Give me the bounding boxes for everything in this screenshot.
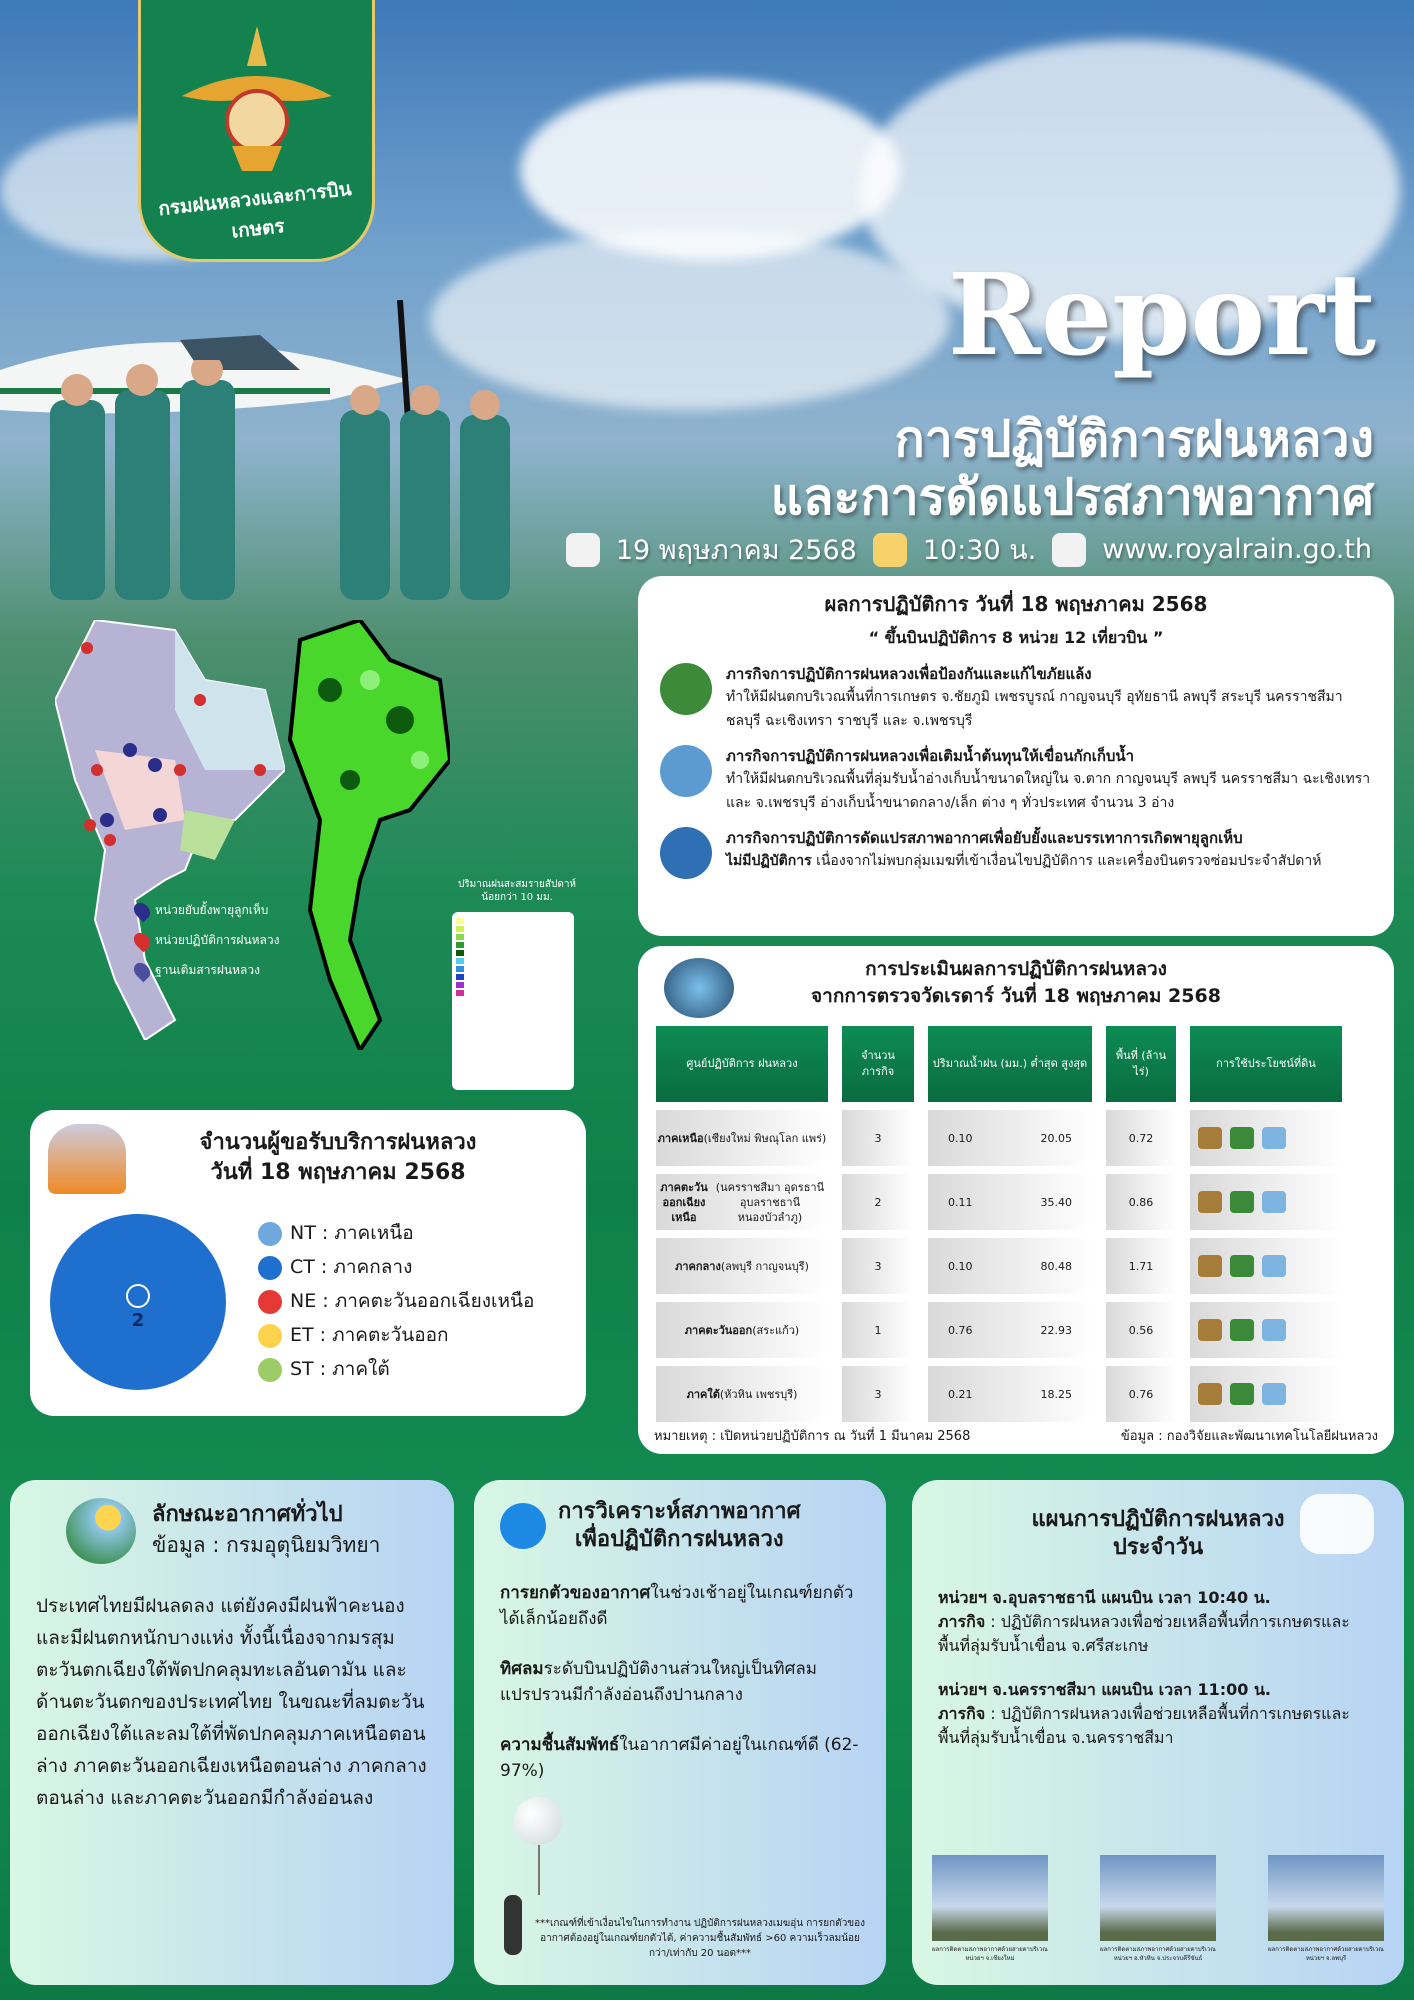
refuel-base-marker-icon bbox=[131, 959, 154, 982]
rain-max: 22.93 bbox=[1040, 1323, 1072, 1337]
evaluation-title-line-2: จากการตรวจวัดเรดาร์ วันที่ 18 พฤษภาคม 2568 bbox=[811, 985, 1221, 1007]
analysis-item bbox=[500, 1656, 860, 1708]
table-cell bbox=[656, 1366, 828, 1422]
rainfall-map bbox=[280, 620, 450, 1050]
table-cell bbox=[842, 1366, 914, 1422]
mission-title: ภารกิจการปฏิบัติการดัดแปรสภาพอากาศเพื่อยับยั้งและบรรเทาการเกิดพายุลูกเห็บ bbox=[726, 829, 1243, 847]
mission-text: ทำให้มีฝนตกบริเวณพื้นที่ลุ่มรับน้ำอ่างเก็บน้ำขนาดใหญ่ใน จ.ตาก กาญจนบุรี ลพบุรี นครราชสีมา ฉะเชิงเทรา และ จ.เพชรบุรี อ่างเก็บน้ำขนาดกลาง/เล็ก ต่าง ๆ ทั่วประเทศ จำนวน 3 อ่าง bbox=[726, 771, 1371, 811]
farmland-icon bbox=[1198, 1319, 1222, 1341]
table-cell bbox=[656, 1174, 828, 1230]
sky-photo-image bbox=[932, 1855, 1048, 1941]
weather-source: ข้อมูล : กรมอุตุนิยมวิทยา bbox=[152, 1532, 381, 1557]
water-icon bbox=[1262, 1255, 1286, 1277]
reservoir-icon bbox=[660, 745, 712, 797]
legend-item bbox=[258, 1250, 534, 1284]
table-cell bbox=[1106, 1110, 1176, 1166]
evaluation-title-line-1: การประเมินผลการปฏิบัติการฝนหลวง bbox=[865, 958, 1167, 980]
globe-weather-icon bbox=[66, 1498, 136, 1564]
mission-title: ภารกิจการปฏิบัติการฝนหลวงเพื่อป้องกันและแก้ไขภัยแล้ง bbox=[726, 665, 1092, 683]
mission-count: 1 bbox=[874, 1323, 882, 1337]
plan-item bbox=[938, 1678, 1378, 1750]
org-logo bbox=[138, 0, 375, 262]
rain-max: 80.48 bbox=[1040, 1259, 1072, 1273]
weather-card bbox=[10, 1480, 454, 1985]
table-row bbox=[656, 1302, 1386, 1358]
analysis-item-label: ความชื้นสัมพัทธ์ bbox=[500, 1735, 620, 1755]
mission-count: 3 bbox=[874, 1259, 882, 1273]
report-time: 10:30 น. bbox=[922, 535, 1037, 566]
farmland-icon bbox=[1198, 1383, 1222, 1405]
region-name: ภาคเหนือ bbox=[657, 1131, 704, 1145]
region-name: ภาคตะวันออกเฉียงเหนือ bbox=[660, 1180, 708, 1224]
legend-item bbox=[258, 1318, 534, 1352]
region-detail: (ลพบุรี กาญจนบุรี) bbox=[720, 1259, 809, 1273]
table-row bbox=[656, 1174, 1386, 1230]
table-cell bbox=[1190, 1238, 1342, 1294]
analysis-item-text: ระดับบินปฏิบัติงานส่วนใหญ่เป็นทิศลมแปรปรวนมีกำลังอ่อนถึงปานกลาง bbox=[500, 1659, 818, 1705]
marker-label: หน่วยยับยั้งพายุลูกเห็บ bbox=[155, 903, 269, 917]
photo-caption: ผลการติดตามสภาพอากาศด้วยสายตาบริเวณหน่วยฯ จ.เชียงใหม่ bbox=[932, 1946, 1048, 1962]
photo-caption: ผลการติดตามสภาพอากาศด้วยสายตาบริเวณหน่วยฯ อ.หัวหิน จ.ประจวบคีรีขันธ์ bbox=[1100, 1946, 1216, 1962]
operations-title: ผลการปฏิบัติการ วันที่ 18 พฤษภาคม 2568 bbox=[824, 592, 1208, 616]
operations-panel bbox=[638, 576, 1394, 936]
mission-item bbox=[660, 827, 1372, 879]
legend-label: CT : ภาคกลาง bbox=[290, 1256, 413, 1278]
website-link[interactable]: www.royalrain.go.th bbox=[1102, 534, 1372, 565]
analysis-item-label: ทิศลม bbox=[500, 1659, 544, 1679]
plan-text: : ปฏิบัติการฝนหลวงเพื่อช่วยเหลือพื้นที่การเกษตรและพื้นที่ลุ่มรับน้ำเขื่อน จ.ศรีสะเกษ bbox=[938, 1612, 1350, 1655]
rain-area: 0.72 bbox=[1128, 1131, 1154, 1145]
analysis-item bbox=[500, 1732, 860, 1784]
requests-title-line-1: จำนวนผู้ขอรับบริการฝนหลวง bbox=[199, 1130, 477, 1155]
sky-photo bbox=[1100, 1855, 1216, 1963]
analysis-card bbox=[474, 1480, 886, 1985]
hail-icon bbox=[660, 827, 712, 879]
evaluation-title bbox=[654, 956, 1378, 1010]
operations-subtitle: “ ขึ้นบินปฏิบัติการ 8 หน่วย 12 เที่ยวบิน ” bbox=[868, 628, 1164, 647]
table-cell bbox=[928, 1302, 1092, 1358]
rain-area: 1.71 bbox=[1128, 1259, 1154, 1273]
clock-icon bbox=[873, 533, 907, 567]
table-cell bbox=[1190, 1174, 1342, 1230]
crew-illustration bbox=[40, 360, 540, 620]
legend-label: ET : ภาคตะวันออก bbox=[290, 1324, 449, 1346]
legend-dot bbox=[258, 1358, 282, 1382]
title-line-2: และการดัดแปรสภาพอากาศ bbox=[770, 467, 1374, 526]
mission-title: ภารกิจการปฏิบัติการฝนหลวงเพื่อเติมน้ำต้นทุนให้เขื่อนกักเก็บน้ำ bbox=[726, 747, 1135, 765]
plan-unit: หน่วยฯ จ.นครราชสีมา แผนบิน เวลา 11:00 น. bbox=[938, 1680, 1272, 1699]
forest-icon bbox=[1230, 1255, 1254, 1277]
farmland-icon bbox=[1198, 1191, 1222, 1213]
rain-area: 0.86 bbox=[1128, 1195, 1154, 1209]
header-cell: ปริมาณน้ำฝน (มม.) ต่ำสุด สูงสุด bbox=[928, 1026, 1092, 1102]
requests-title bbox=[108, 1128, 568, 1188]
evaluation-footer bbox=[654, 1425, 1378, 1446]
rain-area: 0.56 bbox=[1128, 1323, 1154, 1337]
table-row bbox=[656, 1238, 1386, 1294]
region-name: ภาคกลาง bbox=[675, 1259, 721, 1273]
forest-icon bbox=[1230, 1319, 1254, 1341]
rain-caption: ปริมาณฝนสะสมรายสัปดาห์ น้อยกว่า 10 มม. bbox=[457, 879, 577, 903]
drought-icon bbox=[660, 663, 712, 715]
rain-legend bbox=[452, 912, 574, 1090]
plan-mission-label: ภารกิจ bbox=[938, 1704, 986, 1723]
weather-text: ประเทศไทยมีฝนลดลง แต่ยังคงมีฝนฟ้าคะนอง และมีฝนตกหนักบางแห่ง ทั้งนี้เนื่องจากมรสุมตะวันตกเฉียงใต้พัดปกคลุมทะเลอันดามัน และด้านตะวันตกของประเทศไทย ในขณะที่ลมตะวันออกเฉียงใต้และลมใต้ที่พัดปกคลุมภาคเหนือตอนล่าง ภาคตะวันออกเฉียงเหนือตอนล่าง ภาคกลางตอนล่าง และภาคตะวันออกมีกำลังอ่อนลง bbox=[36, 1595, 427, 1809]
table-cell bbox=[1106, 1366, 1176, 1422]
weather-title: ลักษณะอากาศทั่วไป bbox=[152, 1501, 343, 1527]
table-row bbox=[656, 1366, 1386, 1422]
analysis-body bbox=[500, 1580, 860, 1784]
farmland-icon bbox=[1198, 1255, 1222, 1277]
plan-mission-label: ภารกิจ bbox=[938, 1612, 986, 1631]
page-title bbox=[771, 410, 1374, 526]
marker-label: ฐานเติมสารฝนหลวง bbox=[155, 963, 260, 977]
table-cell bbox=[1106, 1238, 1176, 1294]
rain-min: 0.10 bbox=[948, 1259, 973, 1273]
water-icon bbox=[1262, 1191, 1286, 1213]
mission-text: เนื่องจากไม่พบกลุ่มเมฆที่เข้าเงื่อนไขปฏิบัติการ และเครื่องบินตรวจซ่อมประจำสัปดาห์ bbox=[816, 853, 1322, 869]
table-header bbox=[656, 1026, 1386, 1102]
plan-title-line-2: ประจำวัน bbox=[1112, 1535, 1204, 1560]
water-icon bbox=[1262, 1319, 1286, 1341]
region-name: ภาคตะวันออก bbox=[684, 1323, 753, 1337]
sky-photo bbox=[932, 1855, 1048, 1963]
report-meta bbox=[566, 528, 1372, 571]
table-cell bbox=[842, 1174, 914, 1230]
cloud-analysis-icon bbox=[500, 1503, 546, 1549]
forest-icon bbox=[1230, 1383, 1254, 1405]
header-cell: การใช้ประโยชน์ที่ดิน bbox=[1190, 1026, 1342, 1102]
table-cell bbox=[1190, 1366, 1342, 1422]
sky-photo bbox=[1268, 1855, 1384, 1963]
legend-dot bbox=[258, 1324, 282, 1348]
table-row bbox=[656, 1110, 1386, 1166]
mission-item bbox=[660, 745, 1372, 815]
table-cell bbox=[1106, 1302, 1176, 1358]
rain-min: 0.21 bbox=[948, 1387, 973, 1401]
mission-count: 3 bbox=[874, 1387, 882, 1401]
plan-title-line-1: แผนการปฏิบัติการฝนหลวง bbox=[1031, 1507, 1285, 1532]
mission-item bbox=[660, 663, 1372, 733]
sky-photo-image bbox=[1268, 1855, 1384, 1941]
region-detail: (หัวหิน เพชรบุรี) bbox=[719, 1387, 798, 1401]
region-name: ภาคใต้ bbox=[686, 1387, 720, 1401]
table-cell bbox=[656, 1302, 828, 1358]
table-cell bbox=[656, 1110, 828, 1166]
title-line-1: การปฏิบัติการฝนหลวง bbox=[894, 409, 1374, 468]
evaluation-table bbox=[656, 1026, 1386, 1422]
analysis-item-text: ในช่วงเช้าอยู่ในเกณฑ์ยกตัวได้เล็กน้อยถึงดี bbox=[500, 1583, 854, 1629]
table-cell bbox=[928, 1174, 1092, 1230]
pie-value-label: 2 bbox=[131, 1310, 145, 1331]
table-cell bbox=[842, 1238, 914, 1294]
water-icon bbox=[1262, 1383, 1286, 1405]
analysis-title-line-1: การวิเคราะห์สภาพอากาศ bbox=[558, 1499, 801, 1524]
requests-pie-chart bbox=[48, 1212, 228, 1392]
table-cell bbox=[842, 1302, 914, 1358]
mission-text: ทำให้มีฝนตกบริเวณพื้นที่การเกษตร จ.ชัยภูมิ เพชรบูรณ์ กาญจนบุรี อุทัยธานี ลพบุรี สระบุรี นครราชสีมา ชลบุรี ฉะเชิงเทรา ราชบุรี และ จ.เพชรบุรี bbox=[726, 689, 1343, 729]
evaluation-panel bbox=[638, 946, 1394, 1454]
analysis-item-label: การยกตัวของอากาศ bbox=[500, 1583, 651, 1603]
table-cell bbox=[928, 1238, 1092, 1294]
rain-unit-marker-icon bbox=[131, 929, 154, 952]
royal-emblem-icon bbox=[172, 26, 342, 176]
legend-dot bbox=[258, 1290, 282, 1314]
org-name: กรมฝนหลวงและการบินเกษตร bbox=[157, 178, 353, 243]
region-detail: (นครราชสีมา อุดรธานี อุบลราชธานี หนองบัวลำภู) bbox=[715, 1180, 825, 1224]
analysis-title bbox=[558, 1498, 801, 1554]
rain-min: 0.76 bbox=[948, 1323, 973, 1337]
legend-label: ST : ภาคใต้ bbox=[290, 1358, 390, 1380]
photo-caption: ผลการติดตามสภาพอากาศด้วยสายตาบริเวณหน่วยฯ จ.ลพบุรี bbox=[1268, 1946, 1384, 1962]
table-cell bbox=[1106, 1174, 1176, 1230]
rain-min: 0.10 bbox=[948, 1131, 973, 1145]
analysis-note: ***เกณฑ์ที่เข้าเงื่อนไขในการทำงาน ปฏิบัติการฝนหลวงเมฆอุ่น การยกตัวของอากาศต้องอยู่ในเกณฑ์ยกตัวได้, ค่าความชื้นสัมพัทธ์ >60 ความเร็วลมน้อยกว่า/เท่ากับ 20 นอต*** bbox=[534, 1918, 866, 1959]
map-marker-legend bbox=[135, 895, 280, 985]
plan-body bbox=[938, 1586, 1378, 1750]
marker-label: หน่วยปฏิบัติการฝนหลวง bbox=[155, 933, 280, 947]
header-cell: จำนวน ภารกิจ bbox=[842, 1026, 914, 1102]
sky-photos bbox=[932, 1855, 1384, 1963]
analysis-item bbox=[500, 1580, 860, 1632]
analysis-item-text: ในอากาศมีค่าอยู่ในเกณฑ์ดี (62-97%) bbox=[500, 1735, 859, 1781]
table-cell bbox=[928, 1366, 1092, 1422]
requests-title-line-2: วันที่ 18 พฤษภาคม 2568 bbox=[210, 1160, 466, 1185]
report-title: Report bbox=[947, 250, 1376, 381]
mission-count: 3 bbox=[874, 1131, 882, 1145]
legend-item bbox=[258, 1284, 534, 1318]
rain-area: 0.76 bbox=[1128, 1387, 1154, 1401]
region-detail: (สระแก้ว) bbox=[752, 1323, 800, 1337]
table-cell bbox=[928, 1110, 1092, 1166]
evaluation-footnote: หมายเหตุ : เปิดหน่วยปฏิบัติการ ณ วันที่ 1 มีนาคม 2568 bbox=[654, 1429, 971, 1444]
web-icon bbox=[1052, 533, 1086, 567]
sky-photo-image bbox=[1100, 1855, 1216, 1941]
farmland-icon bbox=[1198, 1127, 1222, 1149]
umbrella-rain-icon bbox=[48, 1124, 126, 1194]
legend-item bbox=[258, 1352, 534, 1386]
plan-item bbox=[938, 1586, 1378, 1658]
plane-icon bbox=[1300, 1494, 1374, 1554]
rain-max: 20.05 bbox=[1040, 1131, 1072, 1145]
forest-icon bbox=[1230, 1191, 1254, 1213]
plan-unit: หน่วยฯ จ.อุบลราชธานี แผนบิน เวลา 10:40 น. bbox=[938, 1588, 1271, 1607]
mission-count: 2 bbox=[874, 1195, 882, 1209]
header-cell: ศูนย์ปฏิบัติการ ฝนหลวง bbox=[656, 1026, 828, 1102]
table-cell bbox=[656, 1238, 828, 1294]
legend-label: NE : ภาคตะวันออกเฉียงเหนือ bbox=[290, 1290, 535, 1312]
mission-lead: ไม่มีปฏิบัติการ bbox=[726, 853, 812, 869]
plan-card bbox=[912, 1480, 1404, 1985]
pie-slice bbox=[50, 1214, 226, 1390]
rain-min: 0.11 bbox=[948, 1195, 973, 1209]
region-detail: (เชียงใหม่ พิษณุโลก แพร่) bbox=[703, 1131, 827, 1145]
legend-item bbox=[258, 1216, 534, 1250]
evaluation-source: ข้อมูล : กองวิจัยและพัฒนาเทคโนโลยีฝนหลวง bbox=[1120, 1429, 1378, 1444]
plan-text: : ปฏิบัติการฝนหลวงเพื่อช่วยเหลือพื้นที่การเกษตรและพื้นที่ลุ่มรับน้ำเขื่อน จ.นครราชสีมา bbox=[938, 1704, 1350, 1747]
legend-label: NT : ภาคเหนือ bbox=[290, 1222, 414, 1244]
pie-legend bbox=[258, 1216, 534, 1392]
report-date: 19 พฤษภาคม 2568 bbox=[615, 535, 857, 566]
hail-unit-marker-icon bbox=[131, 899, 154, 922]
forest-icon bbox=[1230, 1127, 1254, 1149]
calendar-icon bbox=[566, 533, 600, 567]
table-cell bbox=[1190, 1302, 1342, 1358]
header-cell: พื้นที่ (ล้านไร่) bbox=[1106, 1026, 1176, 1102]
analysis-title-line-2: เพื่อปฏิบัติการฝนหลวง bbox=[574, 1527, 784, 1552]
legend-dot bbox=[258, 1256, 282, 1280]
rain-max: 35.40 bbox=[1040, 1195, 1072, 1209]
requests-panel bbox=[30, 1110, 586, 1416]
table-cell bbox=[1190, 1110, 1342, 1166]
table-cell bbox=[842, 1110, 914, 1166]
water-icon bbox=[1262, 1127, 1286, 1149]
legend-dot bbox=[258, 1222, 282, 1246]
rain-max: 18.25 bbox=[1040, 1387, 1072, 1401]
radar-icon bbox=[664, 958, 734, 1018]
